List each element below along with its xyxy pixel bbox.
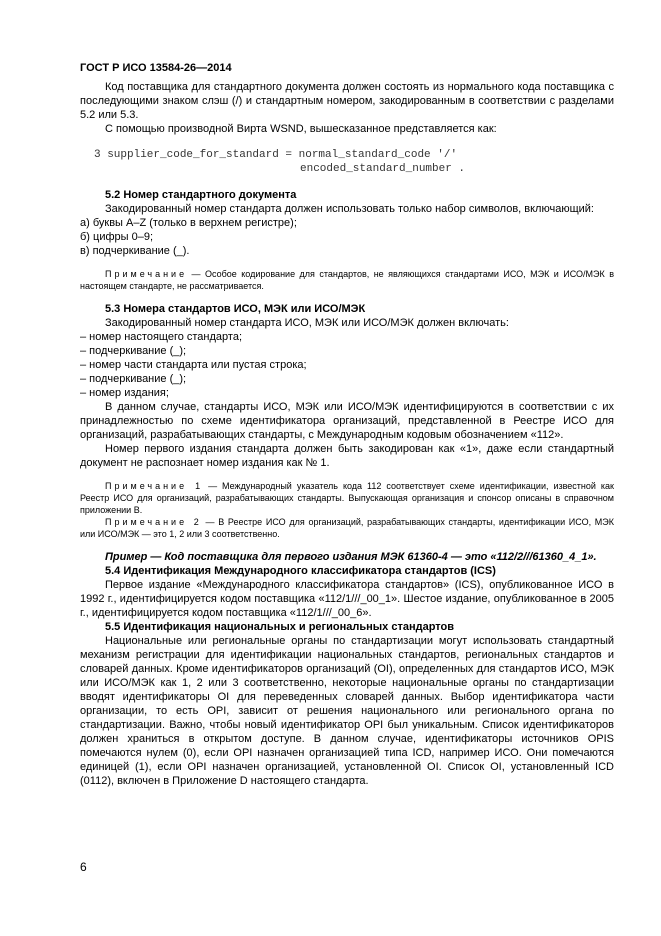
list-item: в) подчеркивание (_).: [80, 245, 190, 257]
list-item: б) цифры 0–9;: [80, 231, 154, 243]
section-heading-5-5: 5.5 Идентификация национальных и региональных стандартов: [105, 621, 454, 633]
paragraph: Закодированный номер стандарта ИСО, МЭК или ИСО/МЭК должен включать:: [105, 317, 509, 329]
list-item: – номер издания;: [80, 387, 169, 399]
paragraph: В данном случае, стандарты ИСО, МЭК или ИСО/МЭК идентифицируются в соответствии с их принадлежностью по схеме идентификатора организаций, представленной в Реестре ИСО для организаций, разрабатывающих стандарты, с Международным кодовым обозначением «112».: [80, 401, 614, 441]
note-1: [80, 480, 614, 516]
code-line: 3 supplier_code_for_standard = normal_standard_code '/': [94, 149, 458, 161]
section-heading-5-2: 5.2 Номер стандартного документа: [105, 189, 297, 201]
paragraph: Закодированный номер стандарта должен использовать только набор символов, включающий:: [105, 203, 594, 215]
note-text: — Особое кодирование для стандартов, не являющихся стандартами ИСО, МЭК и ИСО/МЭК в настоящем стандарте, не рассматривается.: [80, 269, 614, 291]
list-item: – номер настоящего стандарта;: [80, 331, 242, 343]
section-heading-5-3: 5.3 Номера стандартов ИСО, МЭК или ИСО/МЭК: [105, 303, 366, 315]
note-text: — Международный указатель кода 112 соответствует схеме идентификации, известной как Реестр ИСО для организаций, разрабатывающих стандарты. Выпускающая организация и спонсор описаны в справочном приложении В.: [80, 481, 614, 515]
section-heading-5-4: 5.4 Идентификация Международного классификатора стандартов (ICS): [105, 565, 496, 577]
paragraph: С помощью производной Вирта WSND, вышесказанное представляется как:: [105, 123, 497, 135]
document-body: [80, 80, 614, 788]
document-header: ГОСТ Р ИСО 13584-26—2014: [80, 62, 232, 74]
list-item: – номер части стандарта или пустая строка;: [80, 359, 307, 371]
note-text: — В Реестре ИСО для организаций, разрабатывающих стандарты, идентификации ИСО, МЭК или ИСО/МЭК — это 1, 2 или 3 соответственно.: [80, 517, 614, 539]
example: Пример — Код поставщика для первого издания МЭК 61360-4 — это «112/2///61360_4_1».: [105, 551, 597, 563]
paragraph: Номер первого издания стандарта должен быть закодирован как «1», даже если стандартный документ не распознает номер издания как № 1.: [80, 443, 614, 469]
note-label: Примечание 2: [105, 517, 202, 527]
list-item: – подчеркивание (_);: [80, 373, 187, 385]
page-number: 6: [80, 860, 87, 874]
note: [80, 268, 614, 292]
code-line: encoded_standard_number .: [300, 163, 466, 175]
note-2: [80, 516, 614, 540]
note-label: Примечание: [105, 269, 188, 279]
paragraph: Первое издание «Международного классификатора стандартов» (ICS), опубликованное ИСО в 1992 г., идентифицируется кодом поставщика «112/1///_00_1». Шестое издание, опубликованное в 2005 г., идентифицируется кодом поставщика «112/1///_00_6».: [80, 579, 614, 619]
list-item: – подчеркивание (_);: [80, 345, 187, 357]
paragraph: Национальные или региональные органы по стандартизации могут использовать стандартный механизм регистрации для идентификации национальных стандартов, региональных стандартов и словарей данных. Кроме идентификаторов организаций (OI), определенных для стандартов ИСО, МЭК или ИСО/МЭК как 1, 2 или 3 соответственно, некоторые национальные органы по стандартизации вводят идентификаторы OI для переведенных словарей данных. Выбор идентификатора части организации, то есть OPI, зависит от решения национального или регионального органа по стандартизации. Важно, чтобы новый идентификатор OPI был уникальным. Список идентификаторов должен храниться в открытом доступе. В данном случае, идентификаторы источников OPIS помечаются нулем (0), если OPI назначен организацией типа ICD, например ИСО. Они помечаются единицей (1), если OPI назначен организацией, установленной OI. Список OI, установленный ICD (0112), включен в Приложение D настоящего стандарта.: [80, 635, 614, 787]
note-label: Примечание 1: [105, 481, 204, 491]
paragraph: Код поставщика для стандартного документа должен состоять из нормального кода поставщика с последующими знаком слэш (/) и стандартным номером, закодированным в соответствии с разделами 5.2 или 5.3.: [80, 81, 614, 121]
list-item: а) буквы A–Z (только в верхнем регистре);: [80, 217, 297, 229]
